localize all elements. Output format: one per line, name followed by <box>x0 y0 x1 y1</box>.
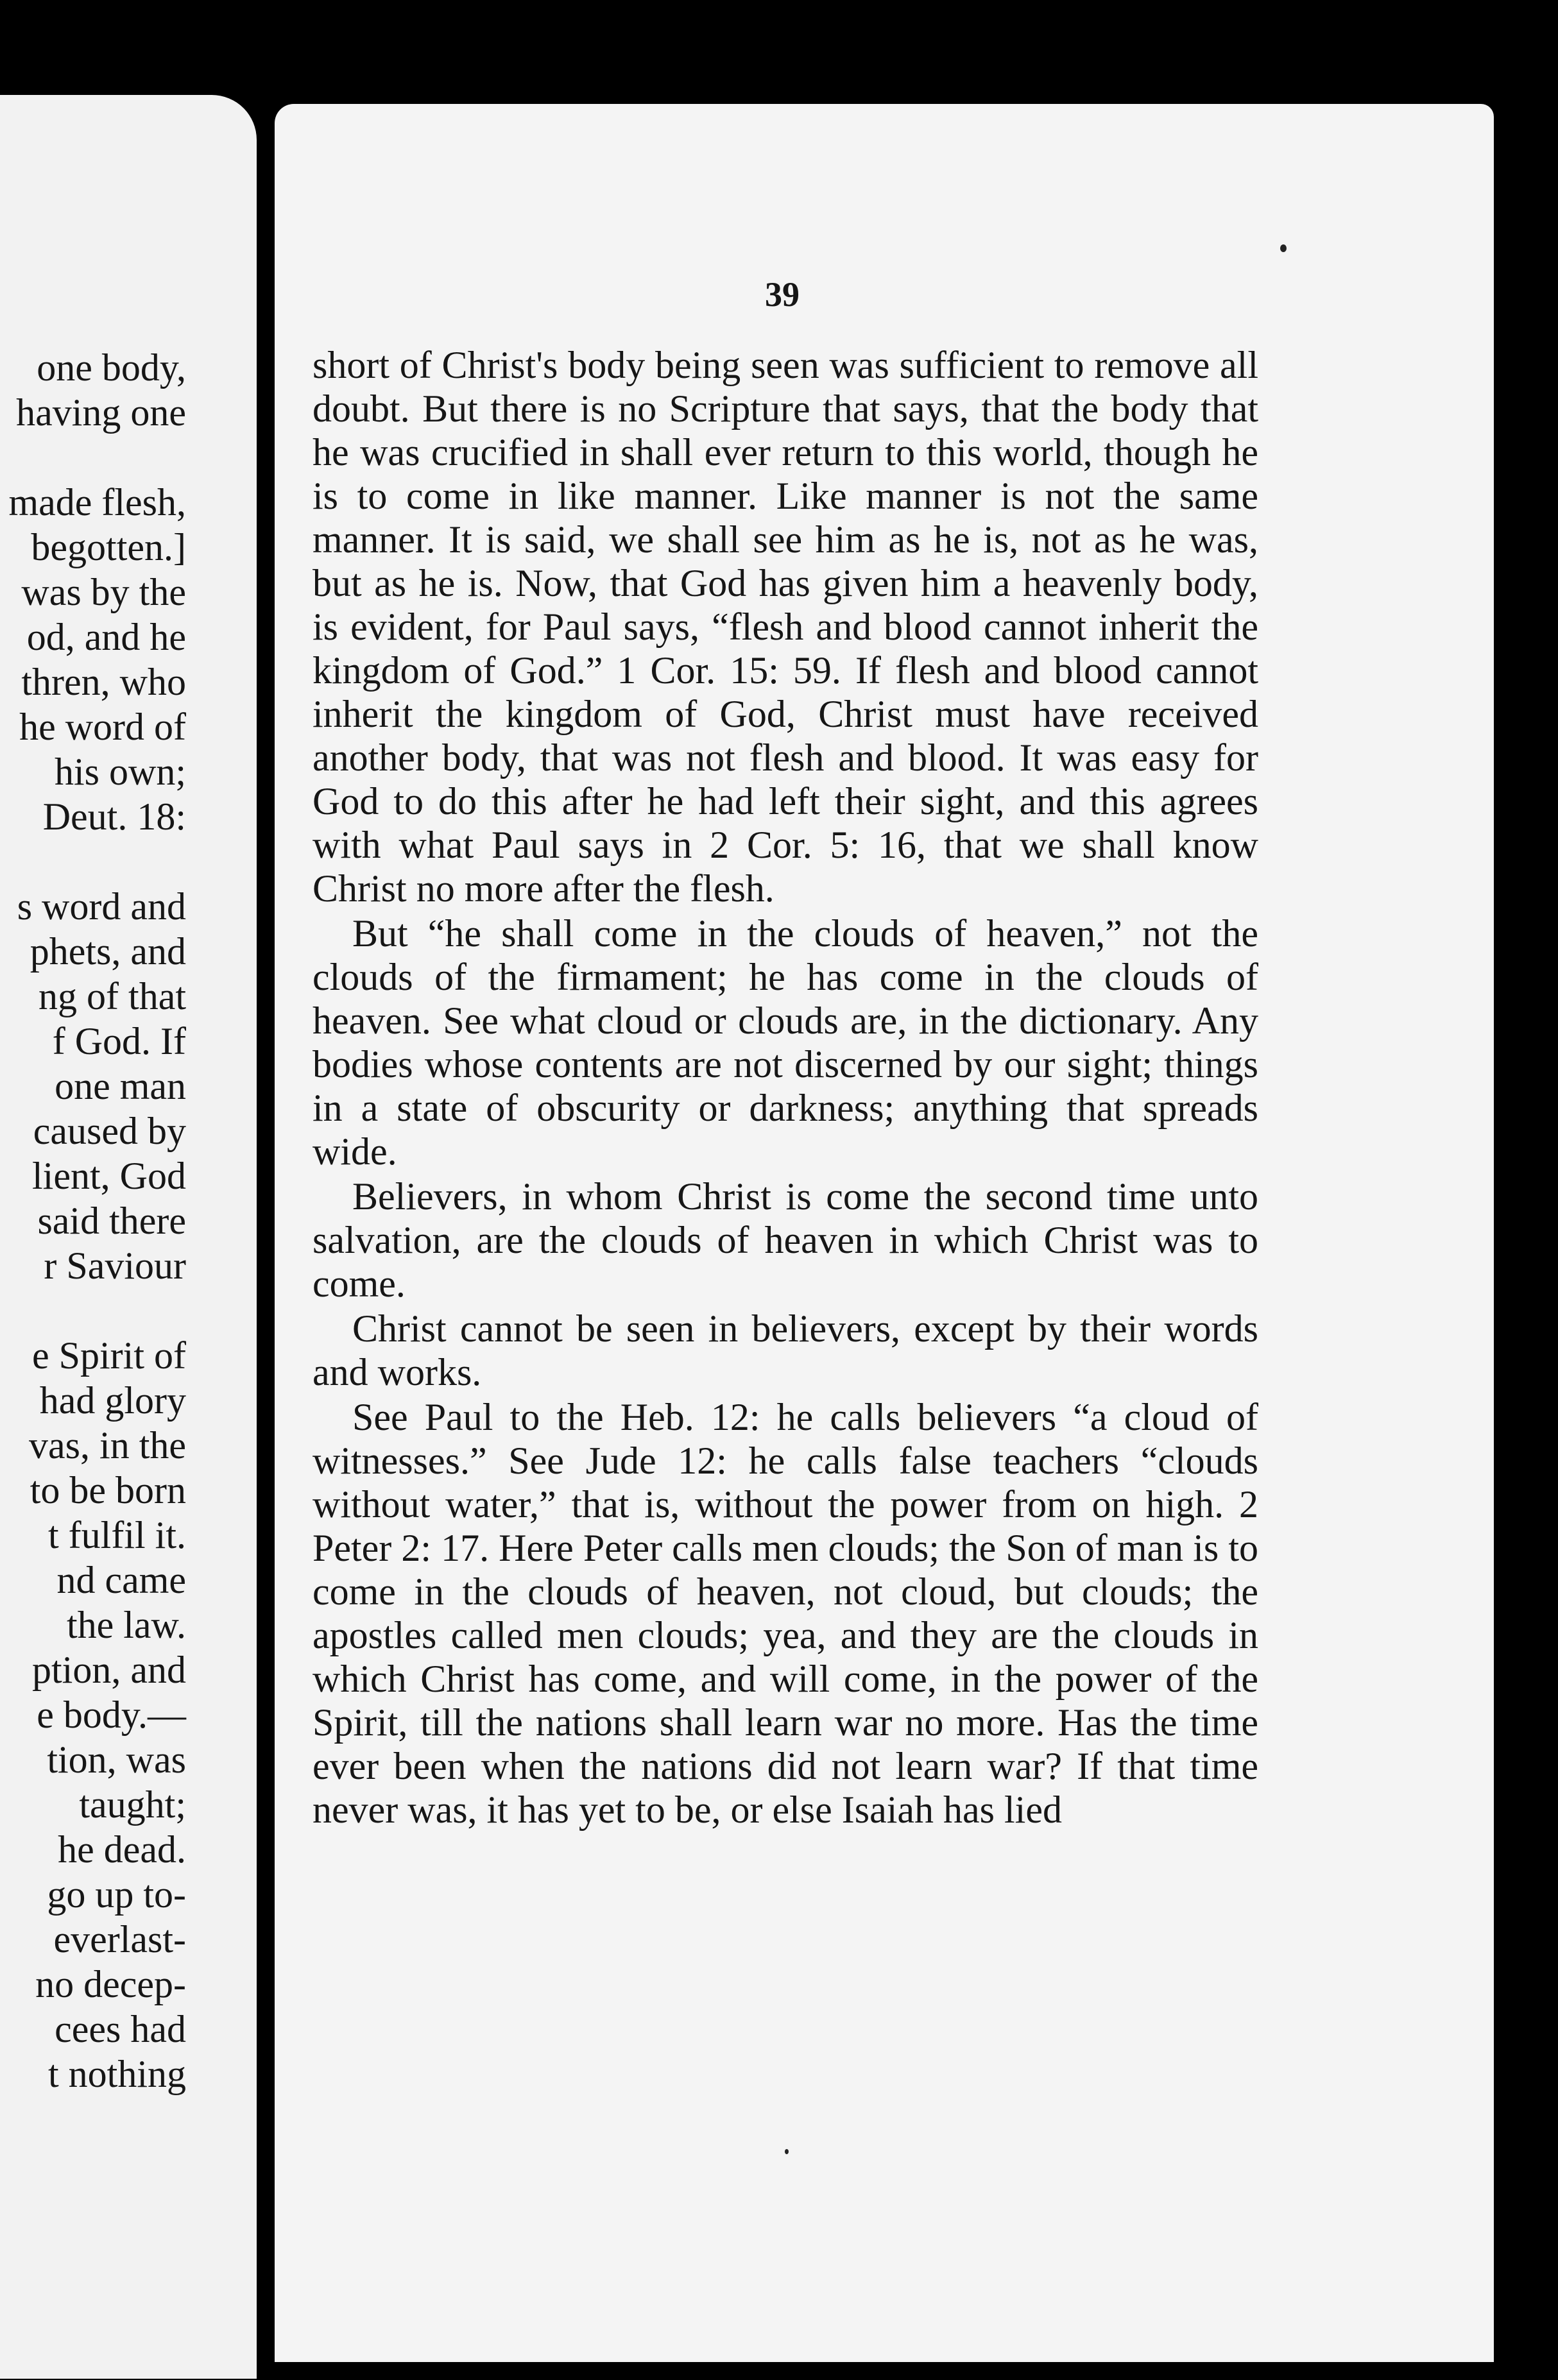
left-page-line: he word of <box>19 706 186 748</box>
left-page-line: ption, and <box>32 1649 186 1691</box>
paragraph: But “he shall come in the clouds of heaven,” not the clouds of the firmament; he has come in the clouds of heaven. See what cloud or clouds are, in the dictionary. Any bodies whose contents are not discerned by our sight; things in a state of obscurity or darkness; anything that spreads wide. <box>312 912 1258 1173</box>
left-page-line: e body.— <box>37 1694 186 1736</box>
ink-speck <box>785 2149 789 2154</box>
left-page-line: lient, God <box>32 1155 186 1197</box>
left-page-line: to be born <box>30 1469 186 1511</box>
left-page-line <box>0 435 186 480</box>
left-page-line: phets, and <box>30 930 186 973</box>
ink-speck <box>1280 244 1287 252</box>
book-gutter <box>257 96 275 2380</box>
left-page-line: e Spirit of <box>32 1334 186 1377</box>
left-page-line: he dead. <box>58 1828 186 1871</box>
left-page-line: Deut. 18: <box>42 795 186 838</box>
left-page-line: had glory <box>39 1379 186 1422</box>
paragraph: Believers, in whom Christ is come the second time unto salvation, are the clouds of heaven in which Christ was to come. <box>312 1175 1258 1305</box>
left-page-line: his own; <box>54 751 186 793</box>
page-number: 39 <box>765 275 800 314</box>
left-page-line: cees had <box>55 2008 186 2050</box>
left-page-line: said there <box>37 1200 186 1242</box>
left-page-line: caused by <box>33 1110 186 1152</box>
left-page-line: the law. <box>66 1604 186 1646</box>
left-page <box>0 95 257 2379</box>
left-page-line: one man <box>55 1065 186 1107</box>
left-page-line: begotten.] <box>31 526 186 568</box>
left-page-text <box>0 345 186 2096</box>
left-page-line: t nothing <box>47 2053 186 2095</box>
left-page-line: r Saviour <box>44 1245 186 1287</box>
left-page-line: taught; <box>79 1783 186 1826</box>
left-page-line: tion, was <box>47 1738 186 1781</box>
left-page-line: s word and <box>17 885 186 928</box>
paragraph: Christ cannot be seen in believers, except by their words and works. <box>312 1307 1258 1393</box>
body-text <box>312 343 1258 1832</box>
left-page-line: ng of that <box>39 975 186 1017</box>
left-page-line: t fulfil it. <box>48 1514 186 1556</box>
left-page-line: f God. If <box>52 1020 186 1062</box>
left-page-line: go up to- <box>47 1873 186 1916</box>
left-page-line: nd came <box>56 1559 186 1601</box>
left-page-line: made flesh, <box>8 481 186 523</box>
left-page-line: was by the <box>21 571 186 613</box>
left-page-line: one body, <box>37 346 186 389</box>
paragraph: See Paul to the Heb. 12: he calls believers “a cloud of witnesses.” See Jude 12: he calls false teachers “clouds without water,” that is, without the power from on high. 2 Peter 2: 17. Here Peter calls men clouds; the Son of man is to come in the clouds of heaven, not cloud, but clouds; the apostles called men clouds; yea, and they are the clouds in which Christ has come, and will come, in the power of the Spirit, till the nations shall learn war no more. Has the time ever been when the nations did not learn war? If that time never was, it has yet to be, or else Isaiah has lied <box>312 1396 1258 1831</box>
left-page-line: thren, who <box>21 661 186 703</box>
left-page-line: having one <box>16 391 186 434</box>
left-page-line: no decep- <box>35 1963 186 2005</box>
left-page-line <box>0 1288 186 1333</box>
left-page-line <box>0 839 186 884</box>
paragraph: short of Christ's body being seen was sufficient to remove all doubt. But there is no Scripture that says, that the body that he was crucified in shall ever return to this world, though he is to come in like manner. Like manner is not the same manner. It is said, we shall see him as he is, not as he was, but as he is. Now, that God has given him a heavenly body, is evident, for Paul says, “flesh and blood cannot inherit the kingdom of God.” 1 Cor. 15: 59. If flesh and blood cannot inherit the kingdom of God, Christ must have received another body, that was not flesh and blood. It was easy for God to do this after he had left their sight, and this agrees with what Paul says in 2 Cor. 5: 16, that we shall know Christ no more after the flesh. <box>312 344 1258 910</box>
left-page-line: vas, in the <box>29 1424 186 1466</box>
left-page-line: od, and he <box>26 616 186 658</box>
left-page-line: everlast- <box>53 1918 186 1960</box>
